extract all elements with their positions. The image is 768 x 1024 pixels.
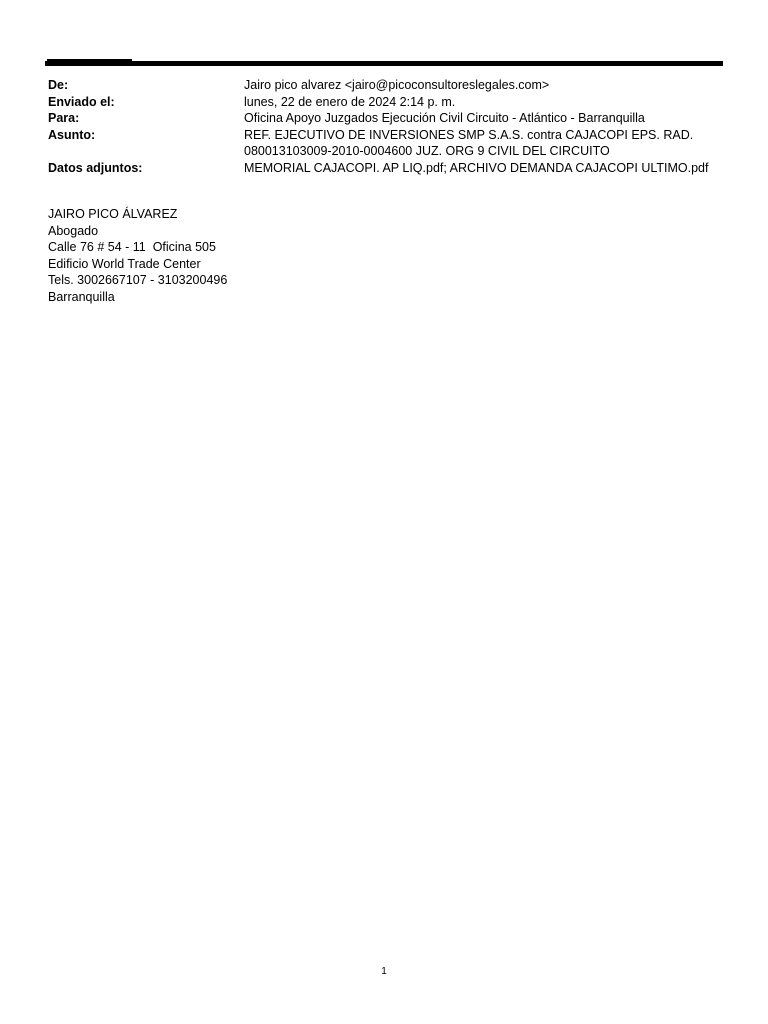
subject-label: Asunto: <box>48 127 96 142</box>
to-label: Para: <box>48 111 80 125</box>
signature-phones: Tels. 3002667107 - 3103200496 <box>48 273 228 287</box>
signature-building: Edificio World Trade Center <box>48 256 201 271</box>
subject-line-1: REF. EJECUTIVO DE INVERSIONES SMP S.A.S. contra CAJACOPI EPS. RAD. <box>244 127 694 142</box>
signature-title: Abogado <box>48 223 99 238</box>
signature-name: JAIRO PICO ÁLVAREZ <box>48 207 178 221</box>
sent-label: Enviado el: <box>48 94 115 109</box>
sent-value: lunes, 22 de enero de 2024 2:14 p. m. <box>244 94 456 109</box>
sent-row <box>48 94 728 111</box>
from-label: De: <box>48 78 69 92</box>
subject-row <box>48 127 728 160</box>
to-row <box>48 110 728 127</box>
signature-city: Barranquilla <box>48 289 115 304</box>
from-row <box>48 77 728 94</box>
attachments-value: MEMORIAL CAJACOPI. AP LIQ.pdf; ARCHIVO DEMANDA CAJACOPI ULTIMO.pdf <box>244 160 709 175</box>
subject-value <box>244 127 728 160</box>
from-value: Jairo pico alvarez <jairo@picoconsultoreslegales.com> <box>244 78 550 92</box>
signature-address: Calle 76 # 54 - 11 Oficina 505 <box>48 240 216 254</box>
to-value: Oficina Apoyo Juzgados Ejecución Civil Circuito - Atlántico - Barranquilla <box>244 111 645 125</box>
page-number: 1 <box>381 966 387 977</box>
header-rule <box>45 61 723 66</box>
subject-line-2: 080013103009-2010-0004600 JUZ. ORG 9 CIVIL DEL CIRCUITO <box>244 144 610 158</box>
signature-block <box>48 206 227 305</box>
attachments-label: Datos adjuntos: <box>48 160 143 175</box>
email-header <box>48 77 728 176</box>
attachments-row <box>48 160 728 177</box>
